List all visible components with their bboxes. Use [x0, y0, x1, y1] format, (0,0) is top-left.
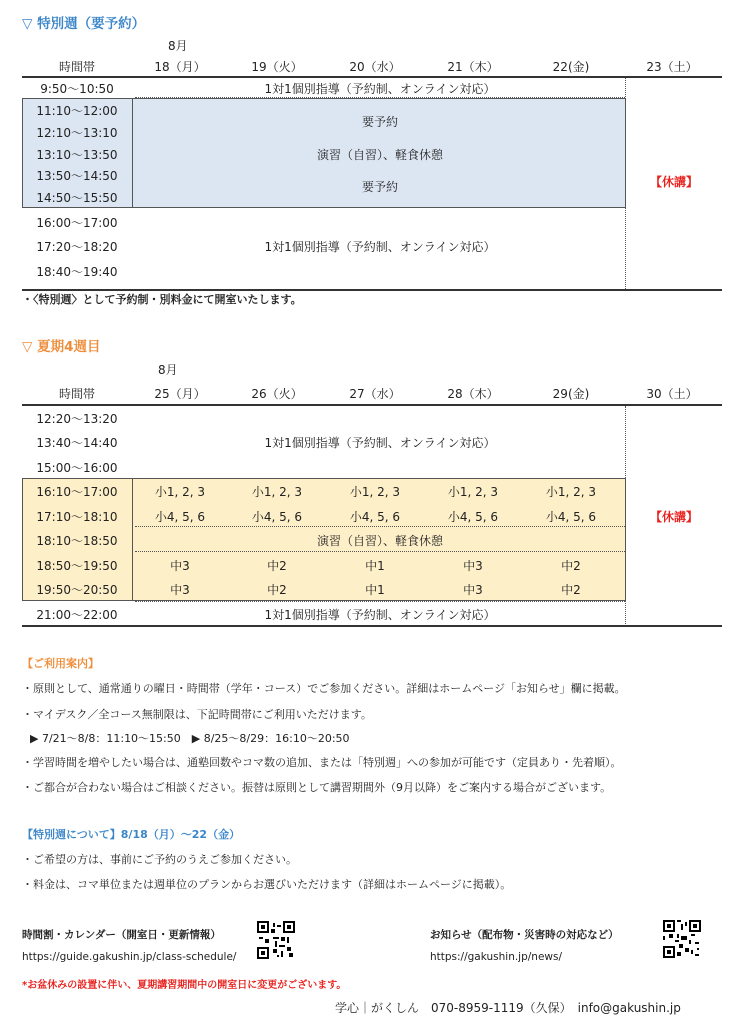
- grade-cell: 小1, 2, 3: [447, 485, 499, 499]
- individual-lesson: 1対1個別指導（予約制、オンライン対応）: [264, 436, 496, 450]
- section1-title: ▽ 特別週（要予約）: [22, 16, 146, 32]
- time-slot: 13:50〜14:50: [36, 169, 118, 183]
- time-slot: 12:10〜13:10: [36, 126, 118, 140]
- grade-cell: 小4, 5, 6: [349, 510, 401, 524]
- block-label: 要予約: [361, 180, 398, 194]
- guide-item: ▶ 7/21〜8/8：11:10〜15:50 ▶ 8/25〜8/29：16:10〜20:50: [30, 732, 350, 745]
- table-rule: [22, 404, 722, 406]
- footer-contact: 学心｜がくしん 070-8959-1119（久保） info@gakushin.jp: [335, 1001, 681, 1015]
- individual-lesson: 1対1個別指導（予約制、オンライン対応）: [264, 82, 496, 96]
- guide-item: ・ご都合が合わない場合はご相談ください。振替は原則として講習期間外（9月以降）をご案内する場合がございます。: [22, 781, 612, 794]
- closed-label: 【休講】: [649, 510, 698, 524]
- time-slot: 13:40〜14:40: [36, 436, 118, 450]
- grade-cell: 中2: [561, 583, 581, 597]
- section2-day: 29(金): [552, 387, 590, 401]
- table-rule: [135, 601, 625, 602]
- time-slot: 17:20〜18:20: [36, 240, 118, 254]
- section2-day: 25（月）: [154, 387, 206, 401]
- block-label: 演習（自習）、軽食休憩: [316, 534, 443, 548]
- time-slot: 21:00〜22:00: [36, 608, 118, 622]
- qr-code-icon[interactable]: [257, 921, 295, 959]
- grade-cell: 中3: [170, 583, 190, 597]
- time-slot: 11:10〜12:00: [36, 104, 118, 118]
- block-label: 演習（自習）、軽食休憩: [316, 148, 443, 162]
- grade-cell: 小1, 2, 3: [154, 485, 206, 499]
- grade-cell: 小4, 5, 6: [545, 510, 597, 524]
- grade-cell: 小1, 2, 3: [545, 485, 597, 499]
- section2-title: ▽ 夏期4週目: [22, 339, 101, 355]
- section2-day: 30（土）: [646, 387, 698, 401]
- timetable-link[interactable]: https://guide.gakushin.jp/class-schedule/: [22, 951, 237, 963]
- closed-label: 【休講】: [649, 175, 698, 189]
- news-label: お知らせ（配布物・災害時の対応など）: [430, 929, 619, 941]
- section1-time-header: 時間帯: [58, 60, 95, 74]
- guide-item: ・マイデスク／全コース無制限は、下記時間帯にご利用いただけます。: [22, 708, 372, 721]
- schedule-warning: *お盆休みの設置に伴い、夏期講習期間中の開室日に変更がございます。: [22, 980, 347, 991]
- section2-day: 28（木）: [447, 387, 499, 401]
- grade-cell: 小4, 5, 6: [251, 510, 303, 524]
- grade-cell: 中2: [267, 559, 287, 573]
- special-item: ・料金は、コマ単位または週単位のプランからお選びいただけます（詳細はホームページに掲載）。: [22, 878, 512, 891]
- time-slot: 15:00〜16:00: [36, 461, 118, 475]
- section1-day: 18（月）: [154, 60, 206, 74]
- guide-title: 【ご利用案内】: [22, 657, 99, 670]
- individual-lesson: 1対1個別指導（予約制、オンライン対応）: [264, 240, 496, 254]
- table-rule: [135, 526, 625, 527]
- guide-item: ・原則として、通常通りの曜日・時間帯（学年・コース）でご参加ください。詳細はホームページ「お知らせ」欄に掲載。: [22, 682, 626, 695]
- grade-cell: 中3: [463, 583, 483, 597]
- time-slot: 16:10〜17:00: [36, 485, 118, 499]
- grade-cell: 小1, 2, 3: [349, 485, 401, 499]
- section1-day: 21（木）: [447, 60, 499, 74]
- time-slot: 17:10〜18:10: [36, 510, 118, 524]
- section1-day: 19（火）: [251, 60, 303, 74]
- grade-cell: 小4, 5, 6: [154, 510, 206, 524]
- time-slot: 16:00〜17:00: [36, 216, 118, 230]
- table-rule: [135, 551, 625, 552]
- timetable-label: 時間割・カレンダー（開室日・更新情報）: [22, 929, 221, 941]
- column-divider: [132, 98, 133, 208]
- grade-cell: 中1: [365, 583, 385, 597]
- special-item: ・ご希望の方は、事前にご予約のうえご参加ください。: [22, 853, 297, 866]
- time-slot: 14:50〜15:50: [36, 191, 118, 205]
- grade-cell: 小4, 5, 6: [447, 510, 499, 524]
- section2-day: 27（水）: [349, 387, 401, 401]
- section2-day: 26（火）: [251, 387, 303, 401]
- grade-cell: 中3: [170, 559, 190, 573]
- grade-cell: 小1, 2, 3: [251, 485, 303, 499]
- time-slot: 13:10〜13:50: [36, 148, 118, 162]
- grade-cell: 中2: [267, 583, 287, 597]
- section2-time-header: 時間帯: [58, 387, 95, 401]
- grade-cell: 中3: [463, 559, 483, 573]
- table-rule: [22, 76, 722, 78]
- section1-day: 20（水）: [349, 60, 401, 74]
- time-slot: 18:50〜19:50: [36, 559, 118, 573]
- column-divider: [132, 478, 133, 601]
- guide-item: ・学習時間を増やしたい場合は、通塾回数やコマ数の追加、または「特別週」への参加が可能です（定員あり・先着順）。: [22, 756, 622, 769]
- block-label: 要予約: [361, 115, 398, 129]
- grade-cell: 中1: [365, 559, 385, 573]
- special-title: 【特別週について】8/18（月）〜22（金）: [22, 828, 241, 841]
- time-slot: 9:50〜10:50: [40, 82, 114, 96]
- time-slot: 18:10〜18:50: [36, 534, 118, 548]
- section2-month: 8月: [158, 363, 178, 377]
- section1-month: 8月: [168, 39, 188, 53]
- individual-lesson: 1対1個別指導（予約制、オンライン対応）: [264, 608, 496, 622]
- section1-day: 22(金): [552, 60, 590, 74]
- time-slot: 12:20〜13:20: [36, 412, 118, 426]
- section1-day: 23（土）: [646, 60, 698, 74]
- qr-code-icon[interactable]: [663, 920, 701, 958]
- time-slot: 18:40〜19:40: [36, 265, 118, 279]
- section1-footnote: ・〈特別週〉として予約制・別料金にて開室いたします。: [22, 293, 302, 306]
- time-slot: 19:50〜20:50: [36, 583, 118, 597]
- table-rule: [22, 625, 722, 627]
- grade-cell: 中2: [561, 559, 581, 573]
- news-link[interactable]: https://gakushin.jp/news/: [430, 951, 563, 963]
